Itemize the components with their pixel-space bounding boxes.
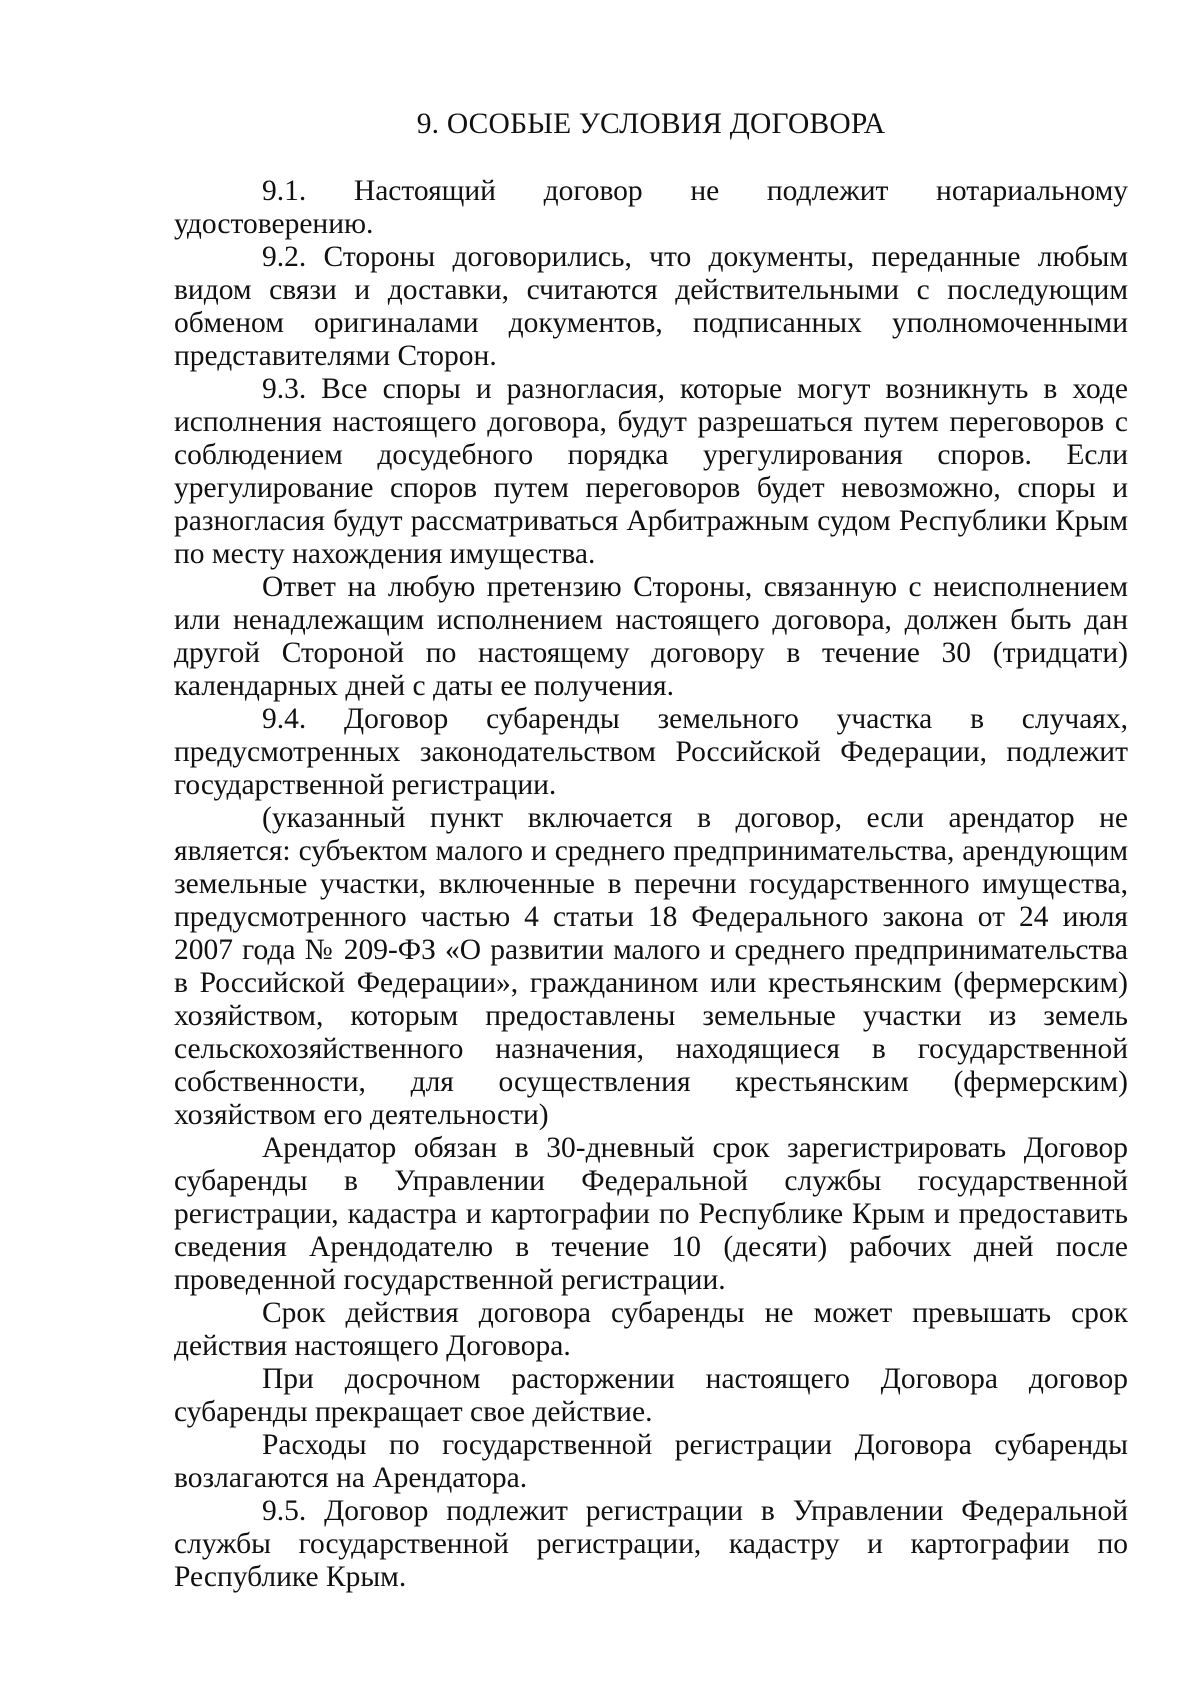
clause-9-4-expenses: Расходы по государственной регистрации Договора субаренды возлагаются на Арендатора. [174, 1429, 1128, 1494]
clause-9-4-note: (указанный пункт включается в договор, если арендатор не является: субъектом малого и среднего предпринимательства, арендующим земельные участки, включенные в перечни государственного имущества, предусмотренного частью 4 статьи 18 Федерального закона от 24 июля 2007 года № 209-ФЗ «О развитии малого и среднего предпринимательства в Российской Федерации», гражданином или крестьянским (фермерским) хозяйством, которым предоставлены земельные участки из земель сельскохозяйственного назначения, находящиеся в государственной собственности, для осуществления крестьянским (фермерским) хозяйством его деятельности) [174, 802, 1128, 1131]
clause-9-4-termination: При досрочном расторжении настоящего Договора договор субаренды прекращает свое действие. [174, 1363, 1128, 1428]
clause-9-3-response: Ответ на любую претензию Стороны, связанную с неисполнением или ненадлежащим исполнением настоящего договора, должен быть дан другой Стороной по настоящему договору в течение 30 (тридцати) календарных дней с даты ее получения. [174, 571, 1128, 702]
clause-9-4-term: Срок действия договора субаренды не может превышать срок действия настоящего Договора. [174, 1297, 1128, 1362]
clause-9-4-registration: Арендатор обязан в 30-дневный срок зарегистрировать Договор субаренды в Управлении Федеральной службы государственной регистрации, кадастра и картографии по Республике Крым и предоставить сведения Арендодателю в течение 10 (десяти) рабочих дней после проведенной государственной регистрации. [174, 1132, 1128, 1296]
clause-9-3: 9.3. Все споры и разногласия, которые могут возникнуть в ходе исполнения настоящего договора, будут разрешаться путем переговоров с соблюдением досудебного порядка урегулирования споров. Если урегулирование споров путем переговоров будет невозможно, споры и разногласия будут рассматриваться Арбитражным судом Республики Крым по месту нахождения имущества. [174, 373, 1128, 570]
section-heading: 9. ОСОБЫЕ УСЛОВИЯ ДОГОВОРА [416, 108, 886, 140]
clause-9-1: 9.1. Настоящий договор не подлежит нотариальному удостоверению. [174, 175, 1128, 240]
clause-9-4: 9.4. Договор субаренды земельного участка в случаях, предусмотренных законодательством Российской Федерации, подлежит государственной регистрации. [174, 703, 1128, 801]
document-body [174, 108, 1128, 1594]
clause-9-5: 9.5. Договор подлежит регистрации в Управлении Федеральной службы государственной регистрации, кадастру и картографии по Республике Крым. [174, 1495, 1128, 1593]
clause-9-2: 9.2. Стороны договорились, что документы, переданные любым видом связи и доставки, считаются действительными с последующим обменом оригиналами документов, подписанных уполномоченными представителями Сторон. [174, 241, 1128, 372]
